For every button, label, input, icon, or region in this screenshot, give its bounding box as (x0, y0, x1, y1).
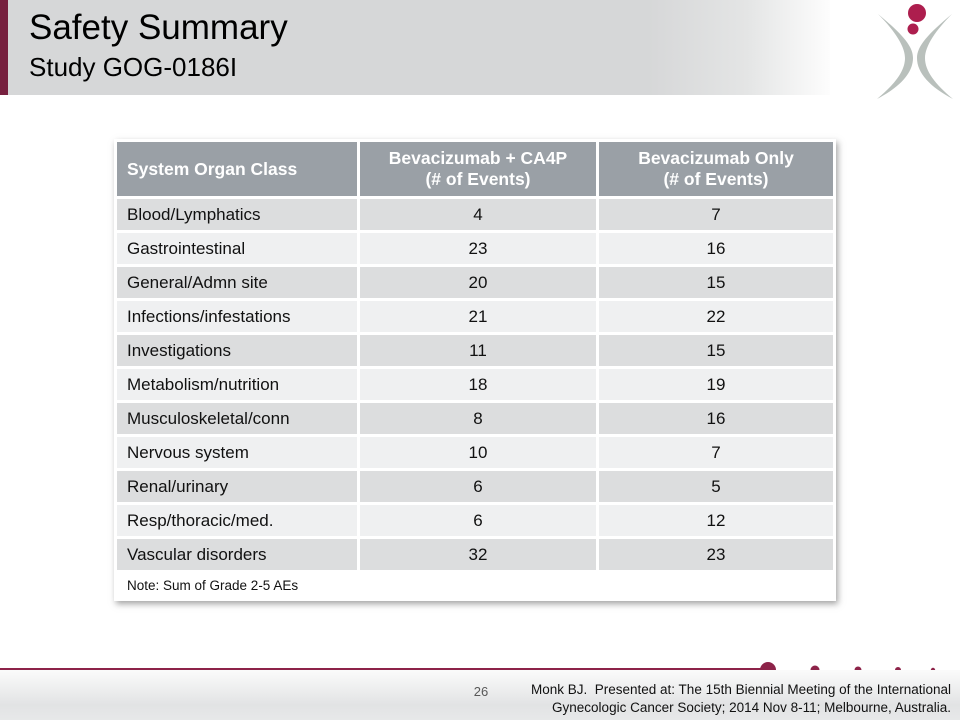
citation-line-2: Gynecologic Cancer Society; 2014 Nov 8-11; Melbourne, Australia. (552, 699, 951, 715)
table-row (117, 267, 833, 298)
table-row (117, 539, 833, 570)
table-body (117, 199, 833, 570)
header-system-organ-class (117, 142, 357, 196)
slide-title: Safety Summary (29, 8, 288, 47)
organ-class-cell: Vascular disorders (117, 539, 357, 570)
organ-class-cell: Nervous system (117, 437, 357, 468)
citation-line-1: Monk BJ. Presented at: The 15th Biennial Meeting of the International (530, 682, 951, 697)
table-row (117, 369, 833, 400)
header-label: Bevacizumab + CA4P (388, 148, 568, 168)
citation (311, 681, 951, 716)
bev-only-count-cell: 5 (599, 471, 833, 502)
header-row (117, 142, 833, 196)
table-row (117, 437, 833, 468)
organ-class-cell: Infections/infestations (117, 301, 357, 332)
gcs-figure-logo-icon (860, 0, 960, 115)
bev-only-count-cell: 7 (599, 437, 833, 468)
bev-only-count-cell: 7 (599, 199, 833, 230)
table-row (117, 199, 833, 230)
table-footer (117, 573, 833, 598)
bev-only-count-cell: 19 (599, 369, 833, 400)
organ-class-cell: General/Admn site (117, 267, 357, 298)
bev-ca4p-count-cell: 6 (360, 505, 596, 536)
bev-only-count-cell: 16 (599, 403, 833, 434)
table-row (117, 403, 833, 434)
header-bevacizumab-ca4p (360, 142, 596, 196)
bev-ca4p-count-cell: 4 (360, 199, 596, 230)
header-bevacizumab-only (599, 142, 833, 196)
organ-class-cell: Renal/urinary (117, 471, 357, 502)
organ-class-cell: Investigations (117, 335, 357, 366)
organ-class-cell: Metabolism/nutrition (117, 369, 357, 400)
bev-only-count-cell: 16 (599, 233, 833, 264)
table-header (117, 142, 833, 196)
bev-only-count-cell: 12 (599, 505, 833, 536)
bev-ca4p-count-cell: 20 (360, 267, 596, 298)
bev-ca4p-count-cell: 18 (360, 369, 596, 400)
bev-ca4p-count-cell: 6 (360, 471, 596, 502)
table-note: Note: Sum of Grade 2-5 AEs (117, 573, 833, 598)
bev-ca4p-count-cell: 32 (360, 539, 596, 570)
bev-ca4p-count-cell: 10 (360, 437, 596, 468)
header-sublabel: (# of Events) (425, 169, 531, 189)
table-row (117, 505, 833, 536)
accent-bar (0, 0, 8, 95)
bev-only-count-cell: 23 (599, 539, 833, 570)
page-number: 26 (473, 684, 489, 699)
header-sublabel: (# of Events) (663, 169, 769, 189)
bev-only-count-cell: 15 (599, 335, 833, 366)
table-row (117, 301, 833, 332)
header-label: System Organ Class (127, 158, 298, 179)
organ-class-cell: Blood/Lymphatics (117, 199, 357, 230)
bev-ca4p-count-cell: 11 (360, 335, 596, 366)
bev-only-count-cell: 15 (599, 267, 833, 298)
bev-ca4p-count-cell: 8 (360, 403, 596, 434)
organ-class-cell: Musculoskeletal/conn (117, 403, 357, 434)
organ-class-cell: Resp/thoracic/med. (117, 505, 357, 536)
title-banner (0, 0, 830, 95)
slide-subtitle: Study GOG-0186I (29, 52, 238, 82)
bev-ca4p-count-cell: 21 (360, 301, 596, 332)
header-label: Bevacizumab Only (638, 148, 794, 168)
table-row (117, 335, 833, 366)
bev-ca4p-count-cell: 23 (360, 233, 596, 264)
note-row (117, 573, 833, 598)
bev-only-count-cell: 22 (599, 301, 833, 332)
table-row (117, 233, 833, 264)
adverse-events-table (114, 139, 836, 601)
table-row (117, 471, 833, 502)
organ-class-cell: Gastrointestinal (117, 233, 357, 264)
